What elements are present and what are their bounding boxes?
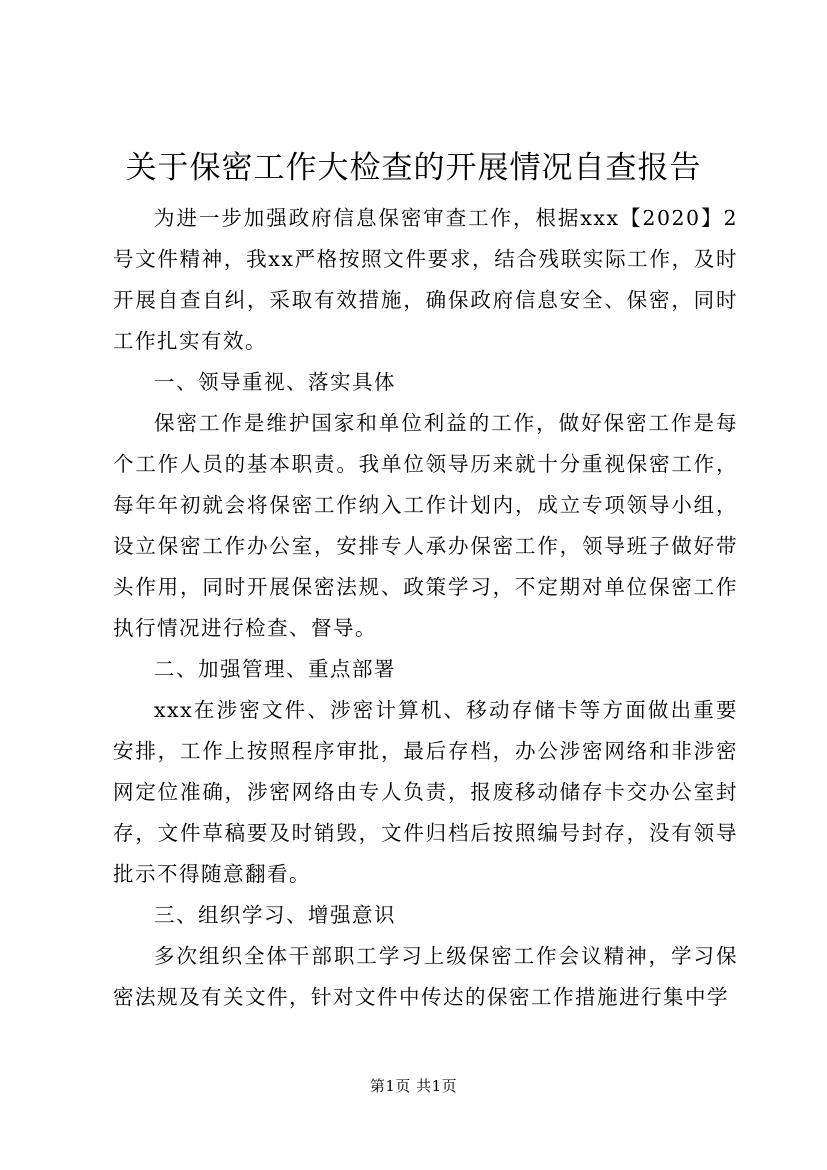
section-heading-2: 二、加强管理、重点部署 bbox=[154, 657, 396, 681]
section-heading-1: 一、领导重视、落实具体 bbox=[154, 370, 396, 394]
document-body bbox=[113, 198, 738, 1018]
section-3-paragraph: 多次组织全体干部职工学习上级保密工作会议精神，学习保密法规及有关文件，针对文件中传达的保密工作措施进行集中学 bbox=[113, 944, 738, 1009]
section-1-paragraph: 保密工作是维护国家和单位利益的工作，做好保密工作是每个工作人员的基本职责。我单位领导历来就十分重视保密工作，每年年初就会将保密工作纳入工作计划内，成立专项领导小组，设立保密工作办公室，安排专人承办保密工作，领导班子做好带头作用，同时开展保密法规、政策学习，不定期对单位保密工作执行情况进行检查、督导。 bbox=[113, 411, 738, 640]
section-2-paragraph: xxx在涉密文件、涉密计算机、移动存储卡等方面做出重要安排，工作上按照程序审批，最后存档，办公涉密网络和非涉密网定位准确，涉密网络由专人负责，报废移动储存卡交办公室封存，文件草稿要及时销毁，文件归档后按照编号封存，没有领导批示不得随意翻看。 bbox=[113, 698, 738, 886]
intro-paragraph: 为进一步加强政府信息保密审查工作，根据xxx【2020】2号文件精神，我xx严格按照文件要求，结合残联实际工作，及时开展自查自纠，采取有效措施，确保政府信息安全、保密，同时工作扎实有效。 bbox=[113, 206, 738, 353]
page-number-footer: 第1页 共1页 bbox=[369, 1077, 458, 1095]
document-title: 关于保密工作大检查的开展情况自查报告 bbox=[125, 150, 702, 186]
section-heading-3: 三、组织学习、增强意识 bbox=[154, 903, 396, 927]
